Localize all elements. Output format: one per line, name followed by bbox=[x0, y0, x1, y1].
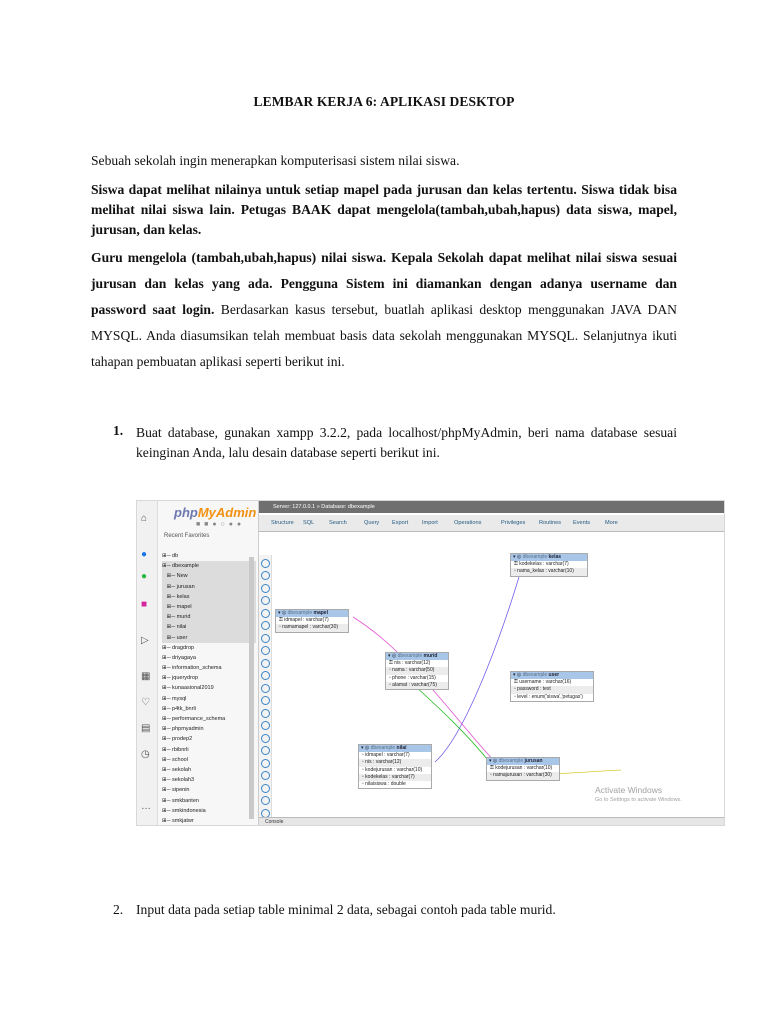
step-1-text: Buat database, gunakan xampp 3.2.2, pada localhost/phpMyAdmin, beri nama database sesuai keinginan Anda, lalu desain database seperti berikut ini. bbox=[136, 425, 677, 460]
document-title: LEMBAR KERJA 6: APLIKASI DESKTOP bbox=[253, 94, 515, 109]
designer-tool-icon[interactable] bbox=[261, 609, 270, 618]
tree-item[interactable]: ⊞─ dragdrop bbox=[162, 644, 195, 651]
table-mapel[interactable] bbox=[275, 609, 349, 633]
instagram-icon: ■ bbox=[141, 599, 148, 610]
requirements-paragraph: Siswa dapat melihat nilainya untuk setiap mapel pada jurusan dan kelas tertentu. Siswa tidak bisa melihat nilai siswa lain. Petugas BAAK dapat mengelola(tambah,ubah,hapus) data siswa, mapel, jurusan, dan kelas. bbox=[91, 182, 677, 237]
intro-paragraph: Sebuah sekolah ingin menerapkan komputerisasi sistem nilai siswa. bbox=[91, 153, 460, 168]
tree-item[interactable]: ⊞─ kunaasional2019 bbox=[162, 685, 214, 692]
step-2-text: Input data pada setiap table minimal 2 data, sebagai contoh pada table murid. bbox=[136, 902, 556, 917]
play-icon: ▷ bbox=[141, 635, 149, 646]
phpmyadmin-screenshot bbox=[136, 500, 725, 826]
step-1-number: 1. bbox=[113, 423, 124, 438]
tree-item[interactable]: ⊞─ information_schema bbox=[162, 665, 222, 672]
tree-item[interactable]: ⊞─ sipenin bbox=[162, 787, 190, 794]
server-breadcrumb: Server: 127.0.0.1 » Database: dbexample bbox=[259, 501, 724, 513]
table-column: ▫ nilaisiswa : double bbox=[362, 781, 406, 788]
tab-structure[interactable]: Structure bbox=[271, 520, 294, 526]
table-header: ▾ ◎ dbexample murid bbox=[386, 653, 448, 660]
designer-tool-icon[interactable] bbox=[261, 771, 270, 780]
designer-tool-icon[interactable] bbox=[261, 584, 270, 593]
table-column: ⚿ kodekelas : varchar(7) bbox=[514, 561, 569, 567]
designer-tool-icon[interactable] bbox=[261, 759, 270, 768]
designer-tool-icon[interactable] bbox=[261, 659, 270, 668]
table-column: ▫ alamat : varchar(75) bbox=[386, 682, 448, 689]
table-kelas[interactable] bbox=[510, 553, 588, 577]
table-column: ⚿ username : varchar(16) bbox=[514, 679, 572, 685]
designer-tool-icon[interactable] bbox=[261, 684, 270, 693]
tree-item[interactable]: ⊞─ kelas bbox=[162, 592, 256, 602]
home-icon: ⌂ bbox=[141, 513, 148, 524]
tree-item[interactable]: ⊞─ jquerydrop bbox=[162, 675, 199, 682]
table-header: ▾ ◎ dbexample mapel bbox=[276, 610, 348, 617]
recent-favorites-tabs: Recent Favorites bbox=[164, 533, 210, 539]
table-murid[interactable] bbox=[385, 652, 449, 690]
table-header: ▾ ◎ dbexample jurusan bbox=[487, 758, 559, 765]
table-column: ▫ phone : varchar(15) bbox=[389, 674, 436, 681]
table-column: ▫ level : enum('siswa','petugas') bbox=[514, 693, 583, 700]
tree-item[interactable]: ⊞─ smkjatwr bbox=[162, 817, 194, 824]
main-tabs bbox=[259, 515, 724, 532]
tree-item[interactable]: ⊞─ nilai bbox=[162, 622, 256, 632]
tab-search[interactable]: Search bbox=[329, 520, 347, 526]
tree-item[interactable]: ⊞─ jurusan bbox=[162, 582, 256, 592]
tree-item[interactable]: ⊞─ phpmyadmin bbox=[162, 726, 204, 733]
more-dots-icon: … bbox=[141, 801, 151, 812]
table-column: ⚿ idmapel : varchar(7) bbox=[279, 617, 329, 623]
tree-item[interactable]: ⊞─ user bbox=[162, 633, 256, 643]
tree-item[interactable]: ⊞─ sekolah bbox=[162, 766, 192, 773]
table-header: ▾ ◎ dbexample nilai bbox=[359, 745, 431, 752]
table-column: ⚿ kodejurusan : varchar(10) bbox=[490, 765, 553, 771]
table-header: ▾ ◎ dbexample kelas bbox=[511, 554, 587, 561]
tree-item[interactable]: ⊞─ driyagaya bbox=[162, 654, 196, 661]
tree-item[interactable]: ⊞─ performance_schema bbox=[162, 716, 226, 722]
tab-privileges[interactable]: Privileges bbox=[501, 520, 526, 526]
designer-tool-icon[interactable] bbox=[261, 634, 270, 643]
tree-item[interactable]: ⊞─ mapel bbox=[162, 602, 256, 612]
designer-tool-icon[interactable] bbox=[261, 671, 270, 680]
tab-events[interactable]: Events bbox=[573, 520, 591, 526]
tree-item[interactable]: ⊞─ New bbox=[162, 571, 256, 581]
designer-tool-icon[interactable] bbox=[261, 734, 270, 743]
designer-tool-icon[interactable] bbox=[261, 621, 270, 630]
tab-operations[interactable]: Operations bbox=[454, 520, 482, 526]
tree-item[interactable]: ⊞─ dbexample bbox=[162, 561, 256, 571]
table-jurusan[interactable] bbox=[486, 757, 560, 781]
nav-toolbar-icons: ■ ■ ● ○ ● ● bbox=[196, 521, 243, 528]
activate-windows-watermark: Activate Windows Go to Settings to activate Windows. bbox=[595, 785, 682, 803]
windows-side-strip bbox=[137, 501, 158, 825]
tree-item[interactable]: ⊞─ db bbox=[162, 553, 179, 559]
tab-routines[interactable]: Routines bbox=[539, 520, 562, 526]
phpmyadmin-logo: phpMyAdmin bbox=[174, 505, 257, 520]
designer-tool-icon[interactable] bbox=[261, 571, 270, 580]
note-icon: ▤ bbox=[141, 723, 151, 734]
heart-icon: ♡ bbox=[141, 697, 150, 708]
table-column: ▫ nis : varchar(12) bbox=[359, 759, 431, 766]
table-column: ▫ nama_kelas : varchar(10) bbox=[511, 568, 587, 575]
task-paragraph-rest: Berdasarkan kasus tersebut, buatlah aplikasi desktop menggunakan JAVA DAN MYSQL. Anda diasumsikan telah membuat basis data sekolah menggunakan MYSQL. Selanjutnya ikuti tahapan pembuatan aplikasi seperti berikut ini. bbox=[91, 302, 677, 369]
whatsapp-icon: ● bbox=[141, 571, 148, 582]
tree-item[interactable]: ⊞─ smkbanten bbox=[162, 797, 199, 804]
task-paragraph bbox=[91, 245, 677, 375]
table-column: ▫ idmapel : varchar(7) bbox=[362, 752, 410, 758]
designer-tool-icon[interactable] bbox=[261, 796, 270, 805]
tab-export[interactable]: Export bbox=[392, 520, 409, 526]
table-column: ▫ namamapel : varchar(30) bbox=[276, 624, 348, 631]
designer-tool-icon[interactable] bbox=[261, 784, 270, 793]
tab-sql[interactable]: SQL bbox=[303, 520, 315, 526]
table-column: ▫ namajurusan : varchar(30) bbox=[487, 772, 559, 779]
designer-tool-icon[interactable] bbox=[261, 646, 270, 655]
tree-item[interactable]: ⊞─ smkindonesia bbox=[162, 807, 206, 814]
designer-tool-icon[interactable] bbox=[261, 721, 270, 730]
table-user[interactable] bbox=[510, 671, 594, 702]
table-column: ▫ kodekelas : varchar(7) bbox=[359, 774, 431, 781]
table-header: ▾ ◎ dbexample user bbox=[511, 672, 593, 679]
apps-icon: ▦ bbox=[141, 671, 151, 682]
console-bar[interactable]: Console bbox=[259, 817, 724, 825]
tab-query[interactable]: Query bbox=[364, 520, 380, 526]
designer-tool-icon[interactable] bbox=[261, 596, 270, 605]
navigation-panel bbox=[158, 501, 259, 825]
tree-item[interactable]: ⊞─ mysql bbox=[162, 695, 187, 702]
tab-import[interactable]: Import bbox=[422, 520, 438, 526]
designer-toolbar bbox=[259, 555, 272, 817]
table-column: ▫ kodejurusan : varchar(10) bbox=[362, 766, 423, 773]
tree-item[interactable]: ⊞─ rbibnrli bbox=[162, 746, 189, 753]
designer-tool-icon[interactable] bbox=[261, 696, 270, 705]
table-column: ▫ nama : varchar(50) bbox=[386, 667, 448, 674]
tree-item[interactable]: ⊞─ sekolah3 bbox=[162, 777, 195, 784]
tree-item[interactable]: ⊞─ prodep2 bbox=[162, 736, 193, 743]
designer-tool-icon[interactable] bbox=[261, 559, 270, 568]
step-2-number: 2. bbox=[113, 902, 124, 917]
clock-icon: ◷ bbox=[141, 749, 150, 760]
nav-scrollbar[interactable] bbox=[249, 557, 254, 819]
table-column: ▫ password : text bbox=[511, 686, 593, 693]
table-nilai[interactable] bbox=[358, 744, 432, 789]
tree-item[interactable]: ⊞─ school bbox=[162, 756, 188, 763]
tree-item[interactable]: ⊞─ p4tk_bnrli bbox=[162, 705, 196, 712]
tab-more[interactable]: More bbox=[605, 520, 618, 526]
table-column: ⚿ nis : varchar(12) bbox=[389, 660, 431, 666]
tree-item[interactable]: ⊞─ murid bbox=[162, 612, 256, 622]
task-paragraph-bold: Guru mengelola (tambah,ubah,hapus) nilai siswa. Kepala Sekolah dapat melihat nilai siswa sesuai jurusan dan kelas yang ada. Pengguna Sistem ini diamankan dengan adanya username dan password saat login. bbox=[91, 250, 677, 317]
database-tree bbox=[162, 551, 256, 826]
designer-tool-icon[interactable] bbox=[261, 709, 270, 718]
designer-tool-icon[interactable] bbox=[261, 746, 270, 755]
messenger-icon: ● bbox=[141, 549, 148, 560]
